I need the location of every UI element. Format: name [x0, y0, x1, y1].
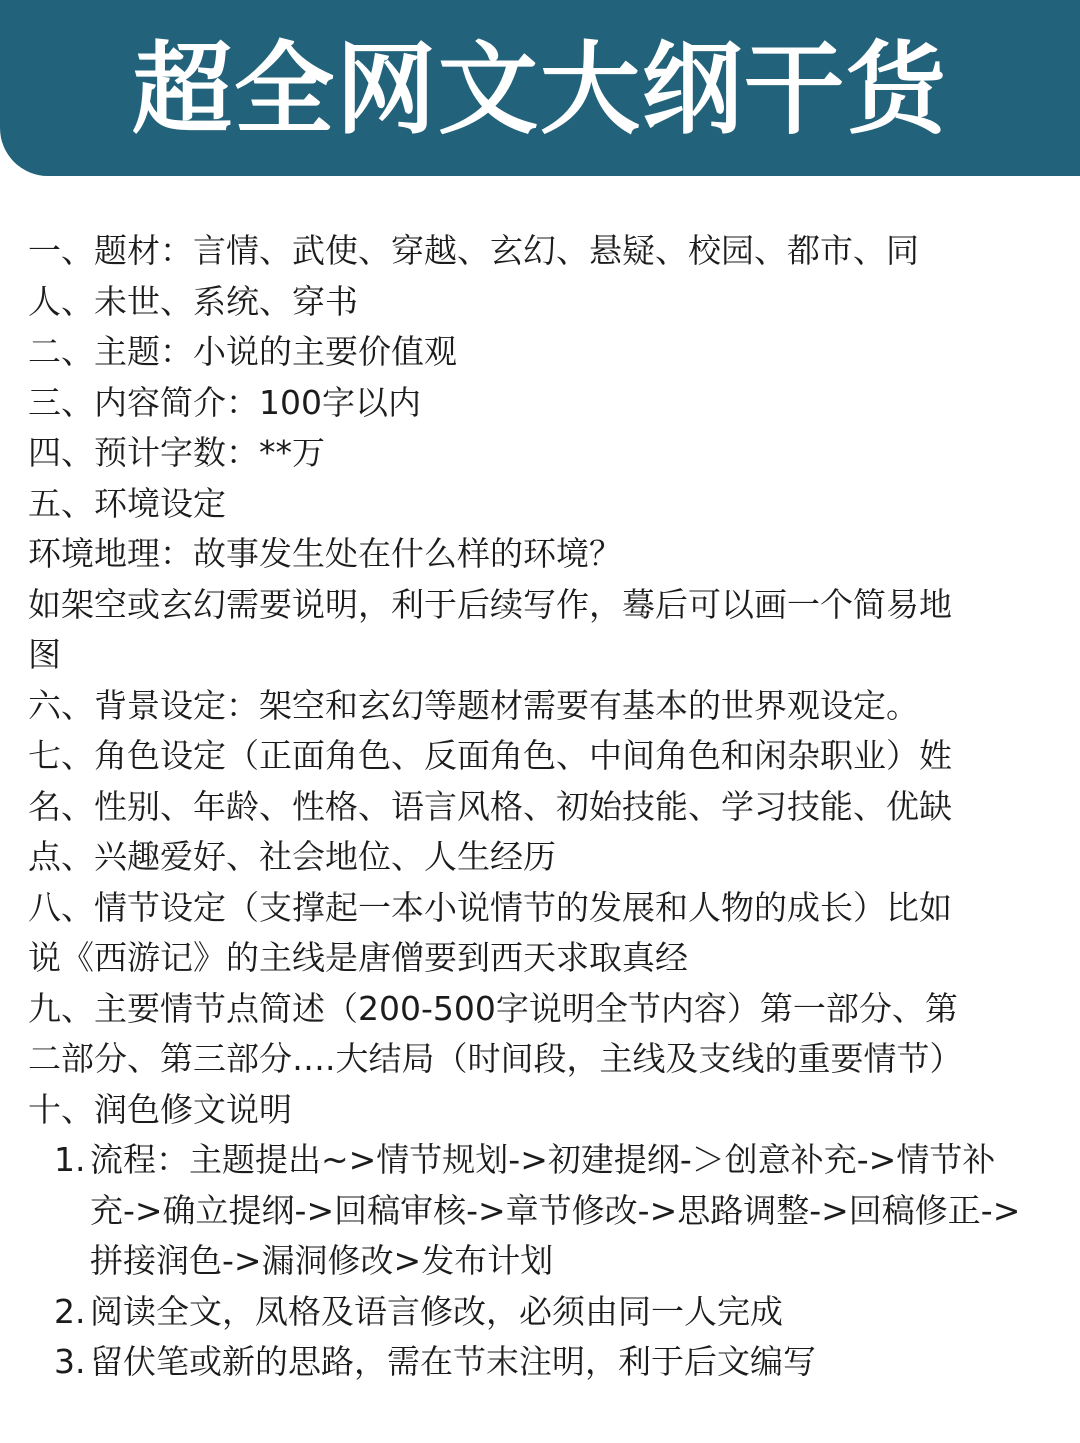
- list-number: 3.: [54, 1342, 86, 1381]
- page-title: 超全网文大纲干货: [132, 31, 948, 148]
- title-banner: [0, 0, 1080, 176]
- list-number: 1.: [54, 1140, 86, 1179]
- list-item-line: 流程：主题提出~>情节规划->初建提纲-＞创意补充->情节补: [90, 1140, 996, 1179]
- list-item: [28, 1287, 1058, 1338]
- section-line: 二、主题：小说的主要价值观: [28, 332, 457, 371]
- list-number: 2.: [54, 1291, 86, 1331]
- list-item-line: 留伏笔或新的思路，需在节末注明，利于后文编写: [90, 1342, 816, 1381]
- section-line: 说《西游记》的主线是唐僧要到西天求取真经: [28, 938, 688, 977]
- section-line: 四、预计字数：**万: [28, 433, 325, 472]
- section-line: 三、内容简介：100字以内: [28, 382, 421, 422]
- section-line: 图: [28, 635, 61, 674]
- section-line: 环境地理：故事发生处在什么样的环境？: [28, 534, 622, 573]
- section-line: 六、背景设定：架空和玄幻等题材需要有基本的世界观设定。: [28, 685, 919, 725]
- list-item-line: 拼接润色->漏洞修改>发布计划: [90, 1241, 554, 1280]
- section-line: 二部分、第三部分….大结局（时间段，主线及支线的重要情节）: [28, 1039, 963, 1078]
- section-line: 五、环境设定: [28, 483, 226, 523]
- section-line: 名、性别、年龄、性格、语言风格、初始技能、学习技能、优缺: [28, 786, 952, 826]
- section-line: 七、角色设定（正面角色、反面角色、中间角色和闲杂职业）姓: [28, 736, 952, 775]
- list-item: [28, 1135, 1058, 1287]
- section-line: 十、润色修文说明: [28, 1089, 292, 1129]
- section-line: 如架空或玄幻需要说明，利于后续写作，蓦后可以画一个简易地: [28, 584, 952, 624]
- section-line: 点、兴趣爱好、社会地位、人生经历: [28, 837, 556, 876]
- section-line: 九、主要情节点简述（200-500字说明全节内容）第一部分、第: [28, 988, 958, 1028]
- outline-content: [28, 226, 1058, 1388]
- list-item-line: 充->确立提纲->回稿审核->章节修改->思路调整->回稿修正->: [90, 1190, 1021, 1230]
- section-line: 人、未世、系统、穿书: [28, 281, 358, 321]
- list-item: [28, 1337, 1058, 1388]
- list-item-line: 阅读全文，凤格及语言修改，必须由同一人完成: [90, 1291, 783, 1331]
- section-line: 一、题材：言情、武使、穿越、玄幻、悬疑、校园、都市、同: [28, 231, 919, 270]
- section-line: 八、情节设定（支撑起一本小说情节的发展和人物的成长）比如: [28, 887, 952, 927]
